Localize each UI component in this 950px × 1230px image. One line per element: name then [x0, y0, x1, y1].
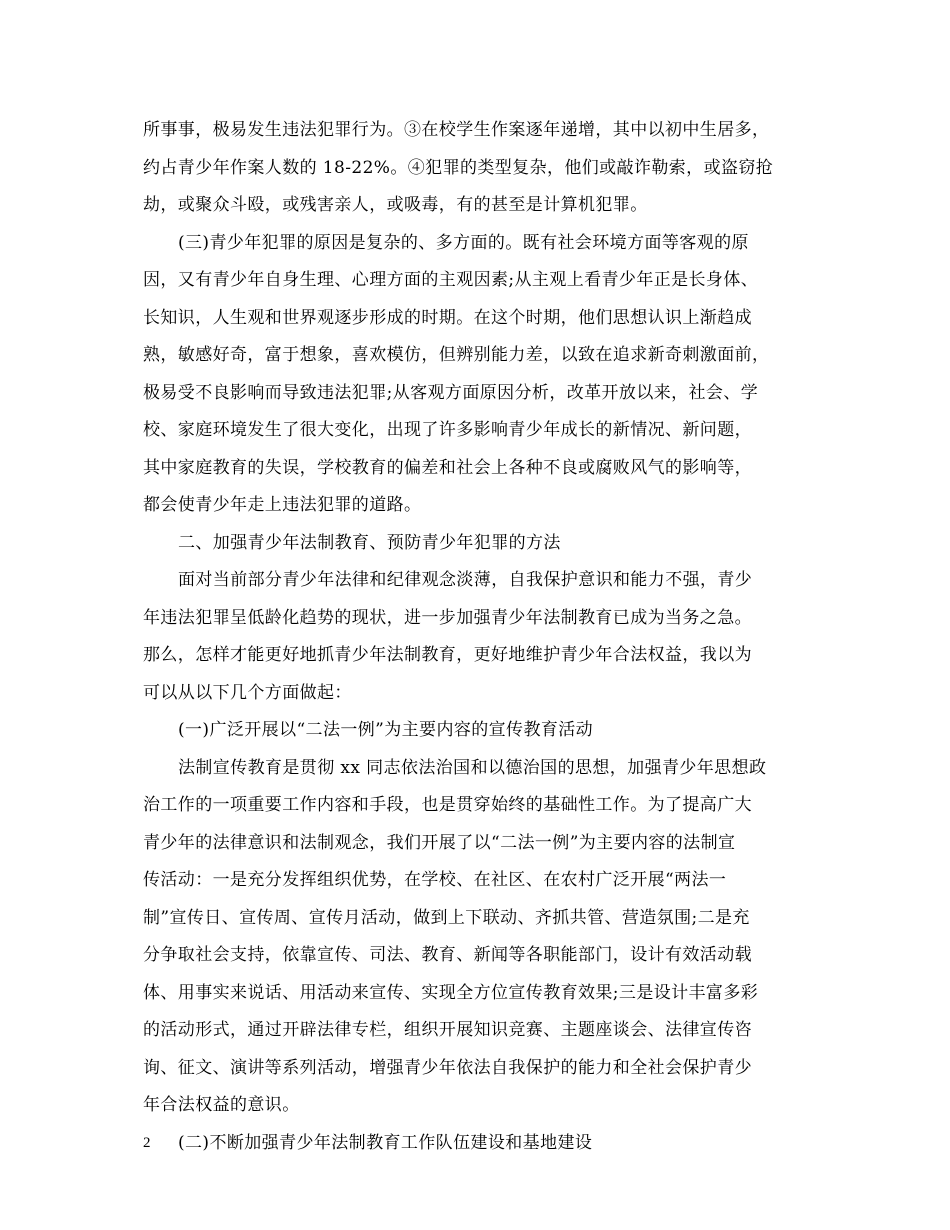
text-line: (一)广泛开展以“二法一例”为主要内容的宣传教育活动	[178, 720, 594, 740]
text-line: 面对当前部分青少年法律和纪律观念淡薄，自我保护意识和能力不强，青少	[178, 570, 753, 590]
text-line: (二)不断加强青少年法制教育工作队伍建设和基地建设	[178, 1132, 593, 1153]
text-line: 可以从以下几个方面做起：	[143, 682, 352, 703]
text-line: 长知识，人生观和世界观逐步形成的时期。在这个时期，他们思想认识上渐趋成	[143, 307, 752, 328]
text-line: 年合法权益的意识。	[143, 1095, 300, 1115]
text-line: 约占青少年作案人数的 18-22%。④犯罪的类型复杂，他们或敲诈勒索，或盗窃抢	[143, 157, 774, 178]
document-body	[143, 112, 823, 1162]
text-line: 传活动：一是充分发挥组织优势，在学校、在社区、在农村广泛开展“两法一	[143, 870, 727, 890]
text-line: 劫，或聚众斗殴，或残害亲人，或吸毒，有的甚至是计算机犯罪。	[143, 195, 648, 215]
text-line: 制”宣传日、宣传周、宣传月活动，做到上下联动、齐抓共管、营造氛围;二是充	[143, 907, 750, 928]
text-line: 年违法犯罪呈低龄化趋势的现状，进一步加强青少年法制教育已成为当务之急。	[143, 607, 752, 628]
text-line: 分争取社会支持，依靠宣传、司法、教育、新闻等各职能部门，设计有效活动载	[143, 945, 752, 965]
text-line: 法制宣传教育是贯彻 xx 同志依法治国和以德治国的思想，加强青少年思想政	[178, 757, 767, 778]
text-line: 二、加强青少年法制教育、预防青少年犯罪的方法	[178, 532, 561, 553]
text-line: 极易受不良影响而导致违法犯罪;从客观方面原因分析，改革开放以来，社会、学	[143, 382, 759, 403]
text-line: 那么，怎样才能更好地抓青少年法制教育，更好地维护青少年合法权益，我以为	[143, 645, 752, 665]
text-line: 都会使青少年走上违法犯罪的道路。	[143, 495, 422, 515]
text-line: 所事事，极易发生违法犯罪行为。③在校学生作案逐年递增，其中以初中生居多，	[143, 120, 770, 140]
text-line: 熟，敏感好奇，富于想象，喜欢模仿，但辨别能力差，以致在追求新奇刺激面前，	[143, 345, 770, 365]
text-line: 校、家庭环境发生了很大变化，出现了许多影响青少年成长的新情况、新问题，	[143, 420, 752, 440]
text-line: 其中家庭教育的失误，学校教育的偏差和社会上各种不良或腐败风气的影响等，	[143, 457, 752, 478]
text-line: 治工作的一项重要工作内容和手段，也是贯穿始终的基础性工作。为了提高广大	[143, 795, 752, 815]
page-number: 2	[143, 1135, 151, 1151]
text-line: (三)青少年犯罪的原因是复杂的、多方面的。既有社会环境方面等客观的原	[178, 232, 749, 253]
text-line: 体、用事实来说话、用活动来宣传、实现全方位宣传教育效果;三是设计丰富多彩	[143, 982, 759, 1003]
text-line: 青少年的法律意识和法制观念，我们开展了以“二法一例”为主要内容的法制宣	[143, 832, 736, 853]
text-line: 询、征文、演讲等系列活动，增强青少年依法自我保护的能力和全社会保护青少	[143, 1057, 752, 1078]
text-line: 因，又有青少年自身生理、心理方面的主观因素;从主观上看青少年正是长身体、	[143, 270, 759, 290]
text-line: 的活动形式，通过开辟法律专栏，组织开展知识竞赛、主题座谈会、法律宣传咨	[143, 1020, 752, 1040]
